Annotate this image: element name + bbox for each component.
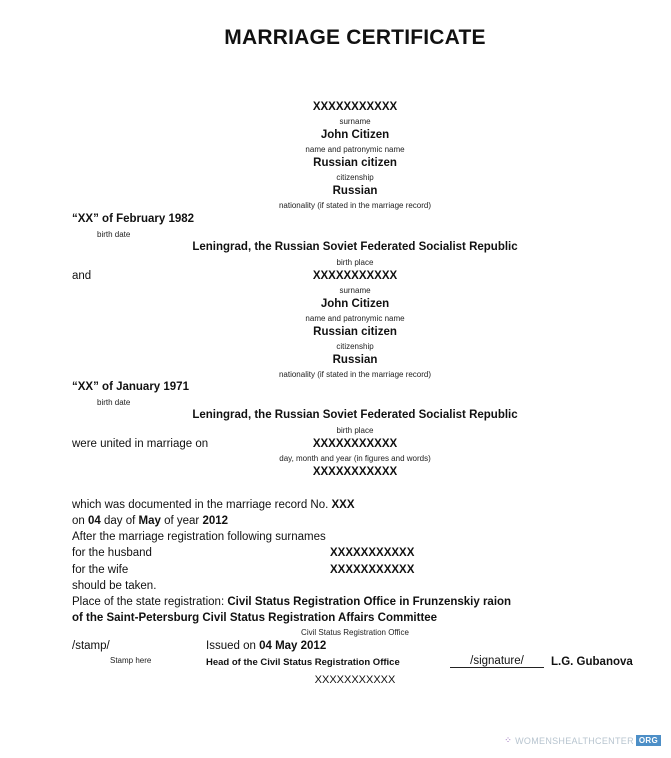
spouse2-birth-place-caption: birth place xyxy=(336,426,374,435)
dots-icon: ⁘ xyxy=(504,735,513,745)
signer-name: L.G. Gubanova xyxy=(551,656,633,668)
stamp-placeholder: /stamp/ xyxy=(72,640,110,652)
issued-line: Issued on 04 May 2012 xyxy=(206,640,327,652)
record-date-line: on 04 day of May of year 2012 xyxy=(72,515,229,527)
spouse2-name: John Citizen xyxy=(320,298,390,310)
marriage-date: XXXXXXXXXXX xyxy=(312,438,398,450)
spouse1-surname-caption: surname xyxy=(339,117,371,126)
spouse1-birth-place: Leningrad, the Russian Soviet Federated Socialist Republic xyxy=(192,241,518,253)
spouse2-birth-date: “XX” of January 1971 xyxy=(72,381,189,393)
watermark-badge: ORG xyxy=(636,735,661,746)
registration-place-caption: Civil Status Registration Office xyxy=(301,628,409,637)
spouse1-citizenship: Russian citizen xyxy=(313,157,397,169)
spouse2-surname: XXXXXXXXXXX xyxy=(312,270,398,282)
wife-label: for the wife xyxy=(72,564,129,576)
spouse1-nationality: Russian xyxy=(332,185,378,197)
spouse2-surname-caption: surname xyxy=(339,286,371,295)
spouse2-citizenship-caption: citizenship xyxy=(336,342,374,351)
spouse1-birth-place-caption: birth place xyxy=(336,258,374,267)
spouse2-nationality: Russian xyxy=(332,354,378,366)
wife-surname: XXXXXXXXXXX xyxy=(330,564,415,576)
signature-line: /signature/ xyxy=(450,655,544,668)
spouse2-birth-date-caption: birth date xyxy=(97,398,131,407)
spouse2-citizenship: Russian citizen xyxy=(313,326,397,338)
surnames-taken: should be taken. xyxy=(72,580,157,592)
united-label: were united in marriage on xyxy=(72,438,209,450)
spouse1-nationality-caption: nationality (if stated in the marriage record) xyxy=(278,201,432,210)
husband-surname: XXXXXXXXXXX xyxy=(330,547,415,559)
stamp-caption: Stamp here xyxy=(110,656,152,665)
spouse2-birth-place: Leningrad, the Russian Soviet Federated Socialist Republic xyxy=(192,409,518,421)
watermark-text: WOMENSHEALTHCENTER xyxy=(515,735,634,746)
spouse1-citizenship-caption: citizenship xyxy=(336,173,374,182)
bottom-code: XXXXXXXXXXX xyxy=(314,674,396,686)
registration-place-line2: of the Saint-Petersburg Civil Status Registration Affairs Committee xyxy=(72,612,438,624)
marriage-date-caption: day, month and year (in figures and words) xyxy=(279,454,431,463)
and-label: and xyxy=(72,270,92,282)
spouse2-name-caption: name and patronymic name xyxy=(305,314,405,323)
registration-place-line1: Place of the state registration: Civil Status Registration Office in Frunzenskiy raion xyxy=(72,596,512,608)
spouse2-nationality-caption: nationality (if stated in the marriage record) xyxy=(278,370,432,379)
head-title: Head of the Civil Status Registration Office xyxy=(206,657,400,668)
spouse1-birth-date: “XX” of February 1982 xyxy=(72,213,195,225)
marriage-date-words: XXXXXXXXXXX xyxy=(312,466,398,478)
spouse1-surname: XXXXXXXXXXX xyxy=(312,101,398,113)
record-line: which was documented in the marriage record No. XXX xyxy=(72,499,355,511)
spouse1-birth-date-caption: birth date xyxy=(97,230,131,239)
husband-label: for the husband xyxy=(72,547,152,559)
spouse1-name-caption: name and patronymic name xyxy=(305,145,405,154)
watermark-logo xyxy=(504,735,661,746)
surnames-intro: After the marriage registration following surnames xyxy=(72,531,326,543)
spouse1-name: John Citizen xyxy=(320,129,390,141)
certificate-title: MARRIAGE CERTIFICATE xyxy=(224,26,486,49)
